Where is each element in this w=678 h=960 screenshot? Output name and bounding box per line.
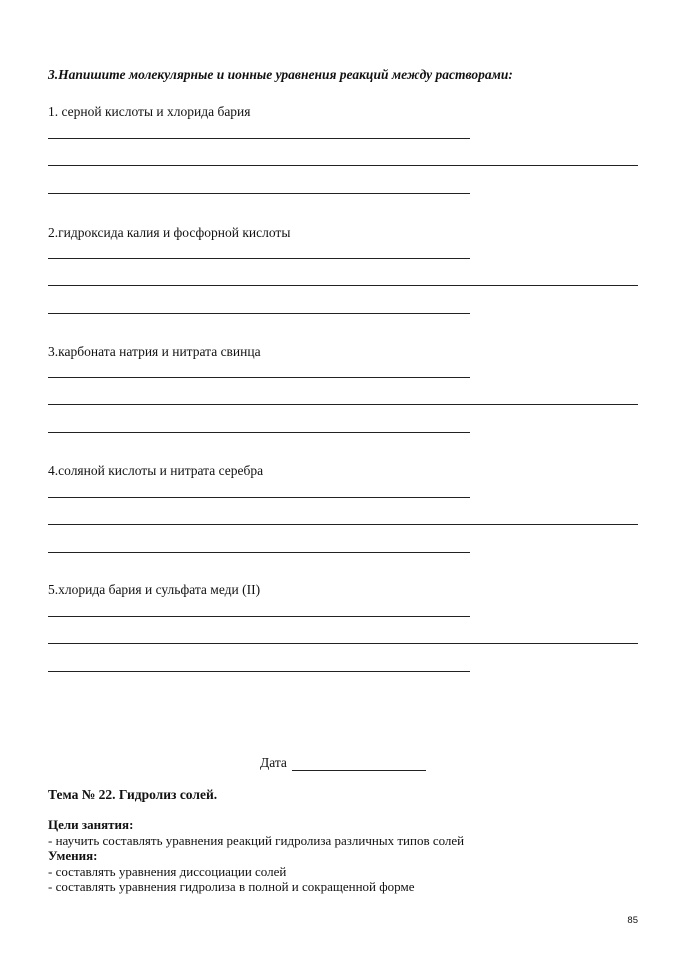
answer-line <box>48 138 470 139</box>
date-field <box>260 755 426 771</box>
question-5-label: 5.хлорида бария и сульфата меди (II) <box>48 582 261 597</box>
question-1-label: 1. серной кислоты и хлорида бария <box>48 104 251 119</box>
question-4-label: 4.соляной кислоты и нитрата серебра <box>48 463 264 478</box>
topic-title: Тема № 22. Гидролиз солей. <box>48 787 218 802</box>
answer-line <box>48 616 470 617</box>
question-2-label: 2.гидроксида калия и фосфорной кислоты <box>48 225 291 240</box>
task-title: 3.Напишите молекулярные и ионные уравнения реакций между растворами: <box>48 67 513 82</box>
question-3-label: 3.карбоната натрия и нитрата свинца <box>48 344 261 359</box>
answer-line <box>48 285 638 286</box>
goals-heading: Цели занятия: <box>48 817 134 832</box>
answer-line <box>48 165 638 166</box>
answer-line <box>48 432 470 433</box>
answer-line <box>48 313 470 314</box>
answer-line <box>48 193 470 194</box>
skill-item: - составлять уравнения гидролиза в полной и сокращенной форме <box>48 879 415 894</box>
answer-line <box>48 497 470 498</box>
answer-line <box>48 643 638 644</box>
date-blank-line <box>292 758 426 771</box>
page-number: 85 <box>627 915 638 926</box>
goal-item: - научить составлять уравнения реакций гидролиза различных типов солей <box>48 832 465 848</box>
answer-line <box>48 552 470 553</box>
skills-heading: Умения: <box>48 848 98 863</box>
skill-item: - составлять уравнения диссоциации солей <box>48 863 287 879</box>
date-label: Дата <box>260 755 287 770</box>
answer-line <box>48 404 638 405</box>
lesson-objectives <box>48 817 464 895</box>
answer-line <box>48 377 470 378</box>
answer-line <box>48 524 638 525</box>
answer-line <box>48 258 470 259</box>
answer-line <box>48 671 470 672</box>
